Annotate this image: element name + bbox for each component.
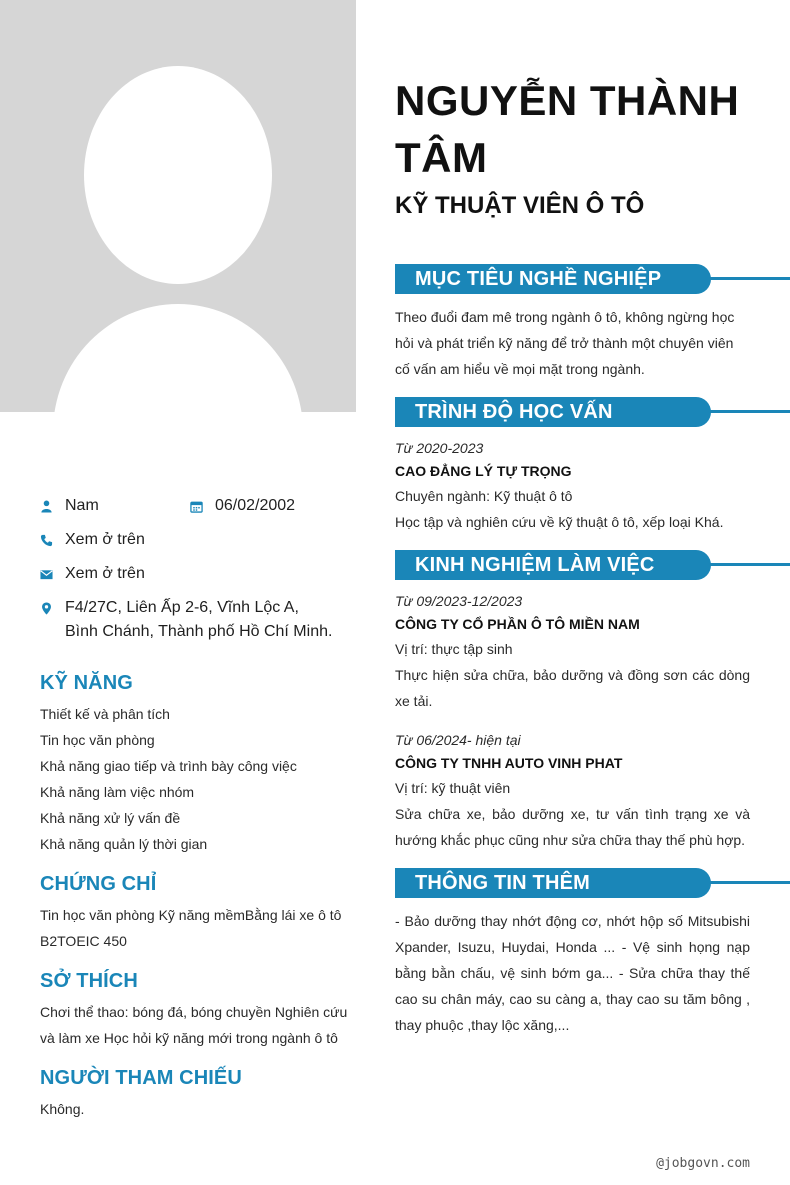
experience-header [395,550,790,580]
gender-value: Nam [65,497,99,514]
candidate-title: KỸ THUẬT VIÊN Ô TÔ [395,192,645,219]
hobbies-heading: SỞ THÍCH [40,970,138,992]
calendar-icon [190,494,215,518]
profile-photo-placeholder [0,0,356,412]
education-heading: TRÌNH ĐỘ HỌC VẤN [395,397,711,427]
certificates-section [40,873,350,954]
additional-header [395,868,790,898]
education-major: Chuyên ngành: Kỹ thuật ô tô [395,488,573,504]
left-column [40,494,348,1117]
experience-job-1 [395,590,750,714]
job-period: Từ 09/2023-12/2023 [395,593,523,609]
hobbies-text: Chơi thể thao: bóng đá, bóng chuyền Nghiên cứu và làm xe Học hỏi kỹ năng mới trong ngành ô tô [40,1004,348,1046]
contact-address [40,596,340,644]
education-school: CAO ĐẲNG LÝ TỰ TRỌNG [395,463,572,479]
person-icon [40,494,65,518]
job-period: Từ 06/2024- hiện tại [395,732,521,748]
certificates-heading: CHỨNG CHỈ [40,873,157,895]
skills-section [40,672,350,857]
birthdate-value: 06/02/2002 [215,497,296,514]
objective-header [395,264,790,294]
contact-gender [40,494,190,518]
job-position: Vị trí: thực tập sinh [395,641,513,657]
skill-item: Khả năng làm việc nhóm [40,784,195,800]
map-pin-icon [40,596,65,620]
additional-text: - Bảo dưỡng thay nhớt động cơ, nhớt hộp số Mitsubishi Xpander, Isuzu, Huydai, Honda ... - Vệ sinh họng nạp bằng bằn chấu, vệ sinh bớm ga... - Sửa chữa thay thế cao su chân máy, cao su càng a, thay cao su tăm bông , thay phuộc ,thay lộc xăng,... [395,913,750,1033]
additional-heading: THÔNG TIN THÊM [395,868,711,898]
job-position: Vị trí: kỹ thuật viên [395,780,511,796]
phone-icon [40,528,65,552]
phone-value: Xem ở trên [65,531,145,548]
candidate-name: NGUYỄN THÀNH TÂM [395,77,740,181]
objective-text: Theo đuổi đam mê trong ngành ô tô, không ngừng học hỏi và phát triển kỹ năng để trở thành một chuyên viên cố vấn am hiểu về mọi mặt trong ngành. [395,309,735,377]
envelope-icon [40,562,65,586]
skills-list [40,701,350,857]
education-period: Từ 2020-2023 [395,440,484,456]
certificates-text: Tin học văn phòng Kỹ năng mềmBằng lái xe ô tô B2TOEIC 450 [40,907,342,949]
skill-item: Khả năng giao tiếp và trình bày công việc [40,758,297,774]
references-heading: NGƯỜI THAM CHIẾU [40,1067,242,1089]
experience-job-2 [395,729,750,853]
hobbies-section [40,970,350,1051]
job-company: CÔNG TY CỔ PHẦN Ô TÔ MIỀN NAM [395,616,640,632]
references-text: Không. [40,1101,85,1117]
skill-item: Khả năng xử lý vấn đề [40,810,181,826]
job-description: Sửa chữa xe, bảo dưỡng xe, tư vấn tình trạng xe và hướng khắc phục cũng như sửa chữa thay thế phù hợp. [395,806,750,848]
contact-row-gender-birthdate [40,494,340,518]
email-value: Xem ở trên [65,565,145,582]
right-column [395,0,790,1185]
address-value: F4/27C, Liên Ấp 2-6, Vĩnh Lộc A, Bình Chánh, Thành phố Hồ Chí Minh. [65,599,333,640]
skill-item: Thiết kế và phân tích [40,706,170,722]
avatar-silhouette-icon [0,0,356,412]
skills-heading: KỸ NĂNG [40,672,133,694]
job-company: CÔNG TY TNHH AUTO VINH PHAT [395,755,623,771]
experience-heading: KINH NGHIỆM LÀM VIỆC [395,550,711,580]
skill-item: Tin học văn phòng [40,732,155,748]
education-header [395,397,790,427]
contact-email [40,562,340,586]
education-block [395,437,750,535]
watermark: @jobgovn.com [656,1156,750,1171]
contact-birthdate [190,494,340,518]
contact-phone [40,528,340,552]
skill-item: Khả năng quản lý thời gian [40,836,208,852]
objective-heading: MỤC TIÊU NGHỀ NGHIỆP [395,264,711,294]
references-section [40,1067,350,1122]
job-description: Thực hiện sửa chữa, bảo dưỡng và đồng sơn các dòng xe tải. [395,667,750,709]
education-description: Học tập và nghiên cứu về kỹ thuật ô tô, xếp loại Khá. [395,514,724,530]
